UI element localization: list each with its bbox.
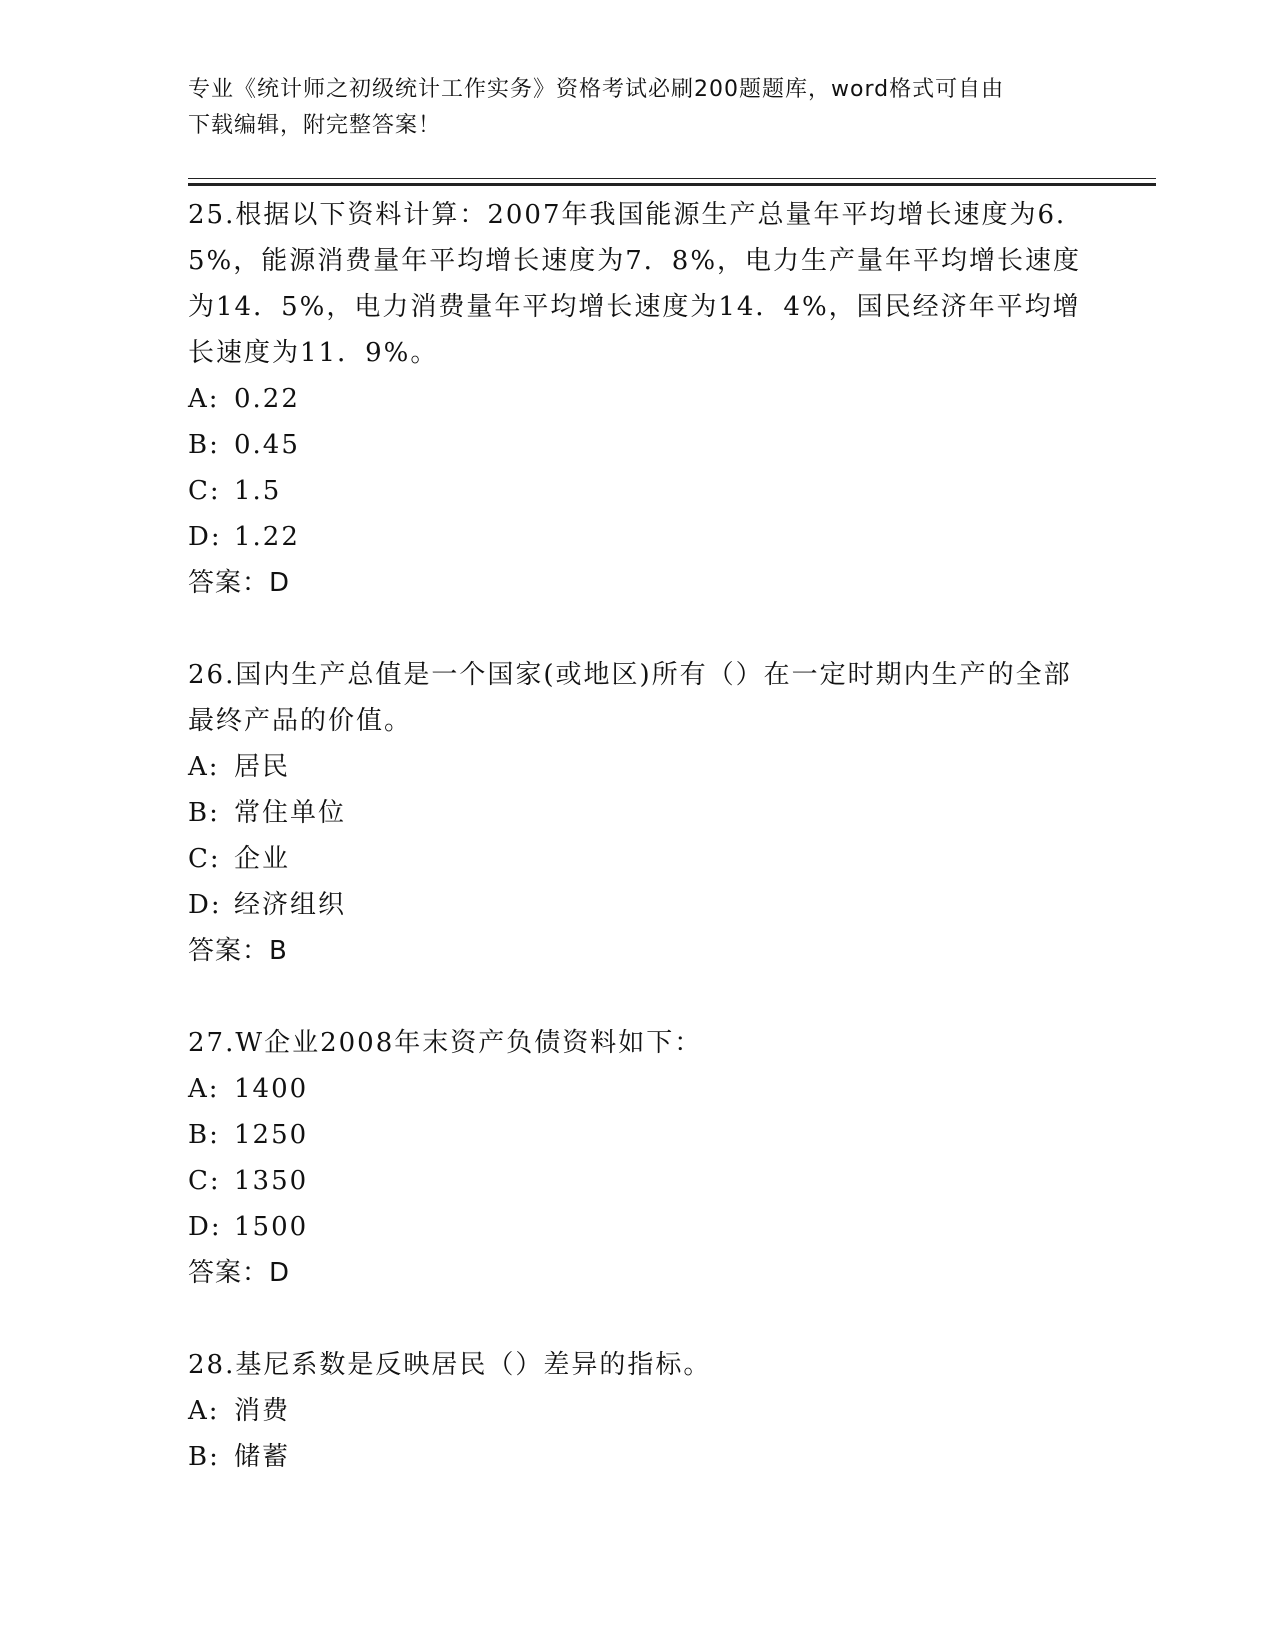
option-text: 常住单位 <box>234 798 347 828</box>
header-line-2: 下载编辑，附完整答案！ <box>188 113 442 138</box>
question-text: 26.国内生产总值是一个国家(或地区)所有（）在一定时期内生产的全部最终产品的价值。 <box>188 660 1072 736</box>
option-a <box>188 1066 1088 1112</box>
option-text: 1.22 <box>234 522 300 552</box>
answer-line: 答案：D <box>188 568 291 598</box>
question-text: 27.W企业2008年末资产负债资料如下： <box>188 1028 703 1058</box>
option-letter: B: <box>188 798 220 828</box>
question-28 <box>188 1342 1088 1480</box>
option-letter: A: <box>188 1396 220 1426</box>
option-b <box>188 790 1088 836</box>
option-d <box>188 1204 1088 1250</box>
option-letter: C: <box>188 1166 221 1196</box>
question-27 <box>188 1020 1088 1296</box>
option-letter: D: <box>188 522 222 552</box>
option-letter: A: <box>188 384 220 414</box>
option-text: 企业 <box>234 844 291 874</box>
option-text: 消费 <box>234 1396 291 1426</box>
option-text: 0.45 <box>234 430 300 460</box>
option-text: 1.5 <box>234 476 282 506</box>
option-c <box>188 836 1088 882</box>
option-text: 储蓄 <box>234 1442 291 1472</box>
document-header <box>188 72 1068 144</box>
option-letter: C: <box>188 476 221 506</box>
option-d <box>188 882 1088 928</box>
question-25 <box>188 192 1088 606</box>
option-letter: A: <box>188 1074 220 1104</box>
option-text: 1350 <box>234 1166 309 1196</box>
answer-line: 答案：D <box>188 1258 291 1288</box>
option-letter: B: <box>188 430 220 460</box>
header-line-1: 专业《统计师之初级统计工作实务》资格考试必刷200题题库，word格式可自由 <box>188 77 1005 102</box>
option-d <box>188 514 1088 560</box>
header-divider-thin <box>188 178 1156 179</box>
option-letter: B: <box>188 1442 220 1472</box>
option-letter: D: <box>188 890 222 920</box>
option-c <box>188 1158 1088 1204</box>
option-a <box>188 744 1088 790</box>
option-a <box>188 376 1088 422</box>
option-c <box>188 468 1088 514</box>
option-text: 居民 <box>234 752 291 782</box>
option-letter: C: <box>188 844 221 874</box>
option-text: 经济组织 <box>234 890 347 920</box>
option-text: 1400 <box>234 1074 309 1104</box>
option-a <box>188 1388 1088 1434</box>
option-b <box>188 422 1088 468</box>
option-text: 1500 <box>234 1212 309 1242</box>
question-text: 28.基尼系数是反映居民（）差异的指标。 <box>188 1350 712 1380</box>
option-text: 1250 <box>234 1120 309 1150</box>
header-divider-thick <box>188 183 1156 186</box>
question-text: 25.根据以下资料计算：2007年我国能源生产总量年平均增长速度为6．5%，能源消费量年平均增长速度为7．8%，电力生产量年平均增长速度为14．5%，电力消费量年平均增长速度为14．4%，国民经济年平均增长速度为11．9%。 <box>188 200 1085 368</box>
question-list <box>188 192 1088 1526</box>
option-text: 0.22 <box>234 384 300 414</box>
answer-line: 答案：B <box>188 936 288 966</box>
option-letter: A: <box>188 752 220 782</box>
option-letter: B: <box>188 1120 220 1150</box>
option-b <box>188 1112 1088 1158</box>
option-letter: D: <box>188 1212 222 1242</box>
question-26 <box>188 652 1088 974</box>
option-b <box>188 1434 1088 1480</box>
